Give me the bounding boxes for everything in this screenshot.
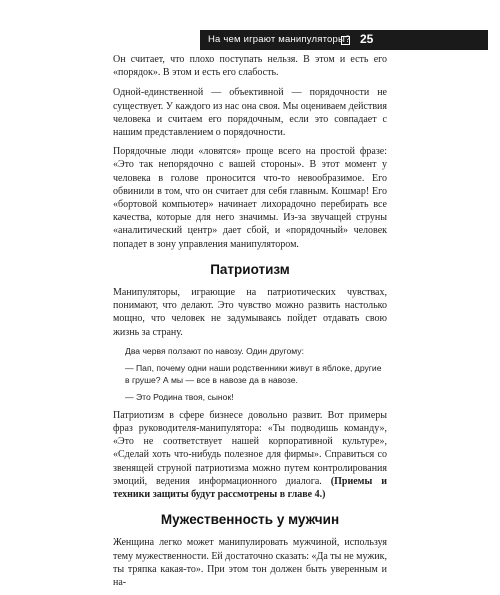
running-header-title: На чем играют манипуляторы?	[208, 34, 351, 45]
paragraph: Одной-единственной — объективной — порядочности не существует. У каждого из нас она своя. Мы оцениваем действия человека и считаем его порядочным, если это совпадает с нашим представлением о порядочности.	[113, 87, 387, 139]
page-body	[113, 53, 387, 595]
paragraph: Манипуляторы, играющие на патриотических чувствах, понимают, что делают. Это чувство можно развить настолько мощно, что человек не задумываясь пойдет отдавать свою жизнь за страну.	[113, 287, 387, 338]
hollow-square-icon	[341, 36, 350, 45]
paragraph: Он считает, что плохо поступать нельзя. В этом и есть его «порядок». В этом и есть его слабость.	[113, 54, 387, 79]
anecdote-block	[113, 345, 387, 403]
running-header	[200, 30, 488, 50]
paragraph: Порядочные люди «ловятся» проще всего на простой фразе: «Это так непорядочно с вашей стороны». В этот момент у человека в голове проносится что-то невообразимое. Его обвинили в том, что он считает для себя главным. Кошмар! Его «бортовой компьютер» начинает лихорадочно перебирать все качества, которые для него значимы. Из-за звучащей струны «аналитический центр» дает сбой, и «порядочный» человек попадет в зону управления манипулятором.	[113, 146, 387, 250]
section-heading-patriotism: Патриотизм	[210, 261, 290, 277]
section-heading-masculinity: Мужественность у мужчин	[160, 512, 340, 528]
paragraph-bold-note: (Приемы и техники защиты будут рассмотрены в главе 4.)	[113, 475, 387, 501]
paragraph-text: Патриотизм в сфере бизнесе довольно развит. Вот примеры фраз руководителя-манипулятора: «Ты подводишь команду», «Это не соответствует нашей корпоративной культуре», «Сделай хоть что-нибудь полезное для фирмы». Справиться со звенящей струной патриотизма можно путем контролирования эмоций, ведения информационного диалога.	[113, 409, 387, 487]
anecdote-line: — Это Родина твоя, сынок!	[125, 391, 234, 402]
paragraph: Женщина легко может манипулировать мужчиной, используя тему мужественности. Ей достаточно сказать: «Да ты не мужик, ты тряпка какая-то». При этом тон должен быть уверенным и на-	[113, 537, 387, 589]
paragraph	[113, 409, 387, 501]
page-number: 25	[360, 32, 374, 46]
anecdote-line: — Пап, почему одни наши родственники живут в яблоке, другие в груше? А мы — все в навозе да в навозе.	[125, 362, 382, 385]
anecdote-line: Два червя ползают по навозу. Один другому:	[125, 345, 304, 356]
